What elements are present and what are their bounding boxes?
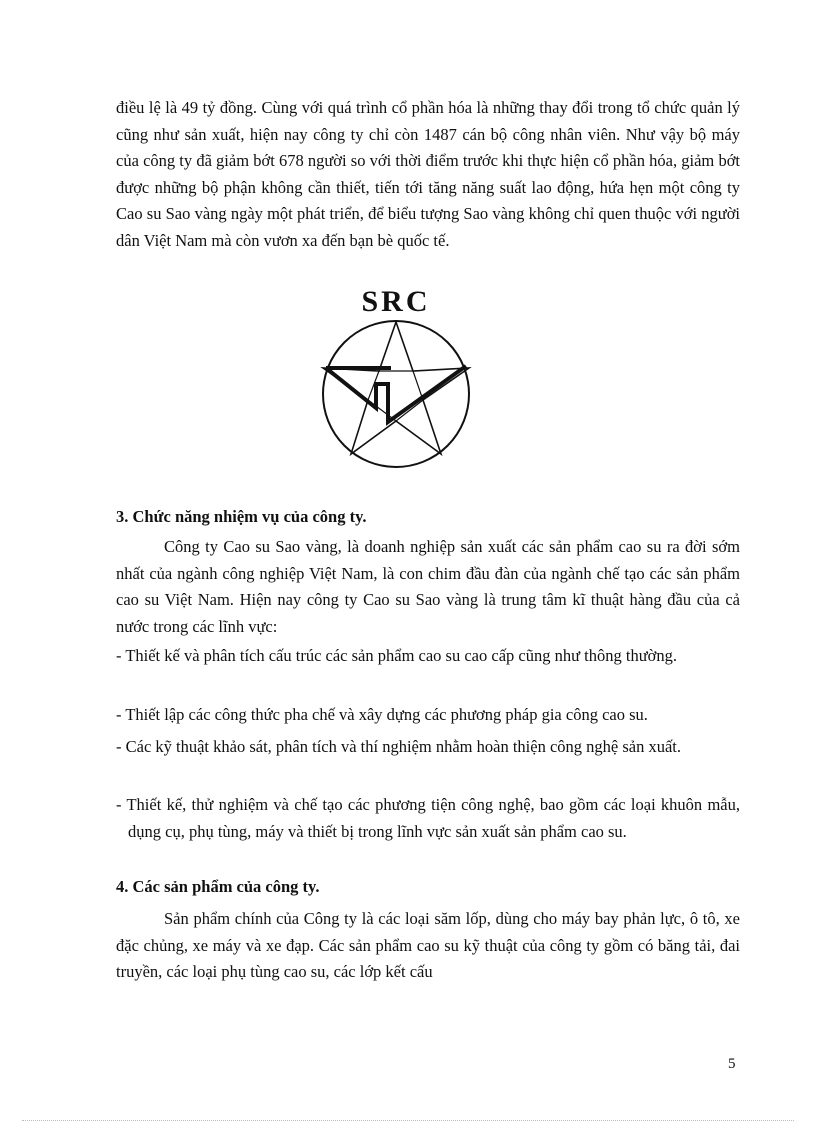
- section-4-paragraph: Sản phẩm chính của Công ty là các loại săm lốp, dùng cho máy bay phản lực, ô tô, xe đặc chủng, xe máy và xe đạp. Các sản phẩm cao su kỹ thuật của công ty gồm có băng tải, đai truyền, các loại phụ tùng cao su, các lớp kết cấu: [116, 909, 740, 981]
- section-3-bullet-2: - Thiết lập các công thức pha chế và xây dựng các phương pháp gia công cao su.: [116, 705, 648, 724]
- section-3-bullet-1: - Thiết kế và phân tích cấu trúc các sản phẩm cao su cao cấp cũng như thông thường.: [116, 646, 677, 665]
- page-number: 5: [728, 1056, 736, 1072]
- page-bottom-border: [22, 1120, 794, 1121]
- section-3-bullet-3: - Các kỹ thuật khảo sát, phân tích và thí nghiệm nhằm hoàn thiện công nghệ sản xuất.: [116, 737, 681, 756]
- intro-paragraph: điều lệ là 49 tỷ đồng. Cùng với quá trình cổ phần hóa là những thay đổi trong tổ chức quản lý cũng như sản xuất, hiện nay công ty chỉ còn 1487 cán bộ công nhân viên. Như vậy bộ máy của công ty đã giảm bớt 678 người so với thời điểm trước khi thực hiện cổ phần hóa, giảm bớt được những bộ phận không cần thiết, tiến tới tăng năng suất lao động, hứa hẹn một công ty Cao su Sao vàng ngày một phát triển, để biểu tượng Sao vàng không chỉ quen thuộc với người dân Việt Nam mà còn vươn xa đến bạn bè quốc tế.: [116, 98, 740, 250]
- company-logo: [316, 284, 476, 474]
- section-4-heading: 4. Các sản phẩm của công ty.: [116, 877, 320, 896]
- star-in-circle-logo-icon: [316, 284, 476, 474]
- section-3-bullet-4: - Thiết kế, thử nghiệm và chế tạo các phương tiện công nghệ, bao gồm các loại khuôn mẫu, dụng cụ, phụ tùng, máy và thiết bị trong lĩnh vực sản xuất sản phẩm cao su.: [116, 795, 740, 841]
- section-3-paragraph: Công ty Cao su Sao vàng, là doanh nghiệp sản xuất các sản phẩm cao su ra đời sớm nhất của ngành công nghiệp Việt Nam, là con chim đầu đàn của ngành chế tạo các sản phẩm cao su Việt Nam. Hiện nay công ty Cao su Sao vàng là trung tâm kĩ thuật hàng đầu của cả nước trong các lĩnh vực:: [116, 537, 740, 636]
- section-3-heading: 3. Chức năng nhiệm vụ của công ty.: [116, 507, 367, 526]
- logo-text: SRC: [361, 285, 431, 318]
